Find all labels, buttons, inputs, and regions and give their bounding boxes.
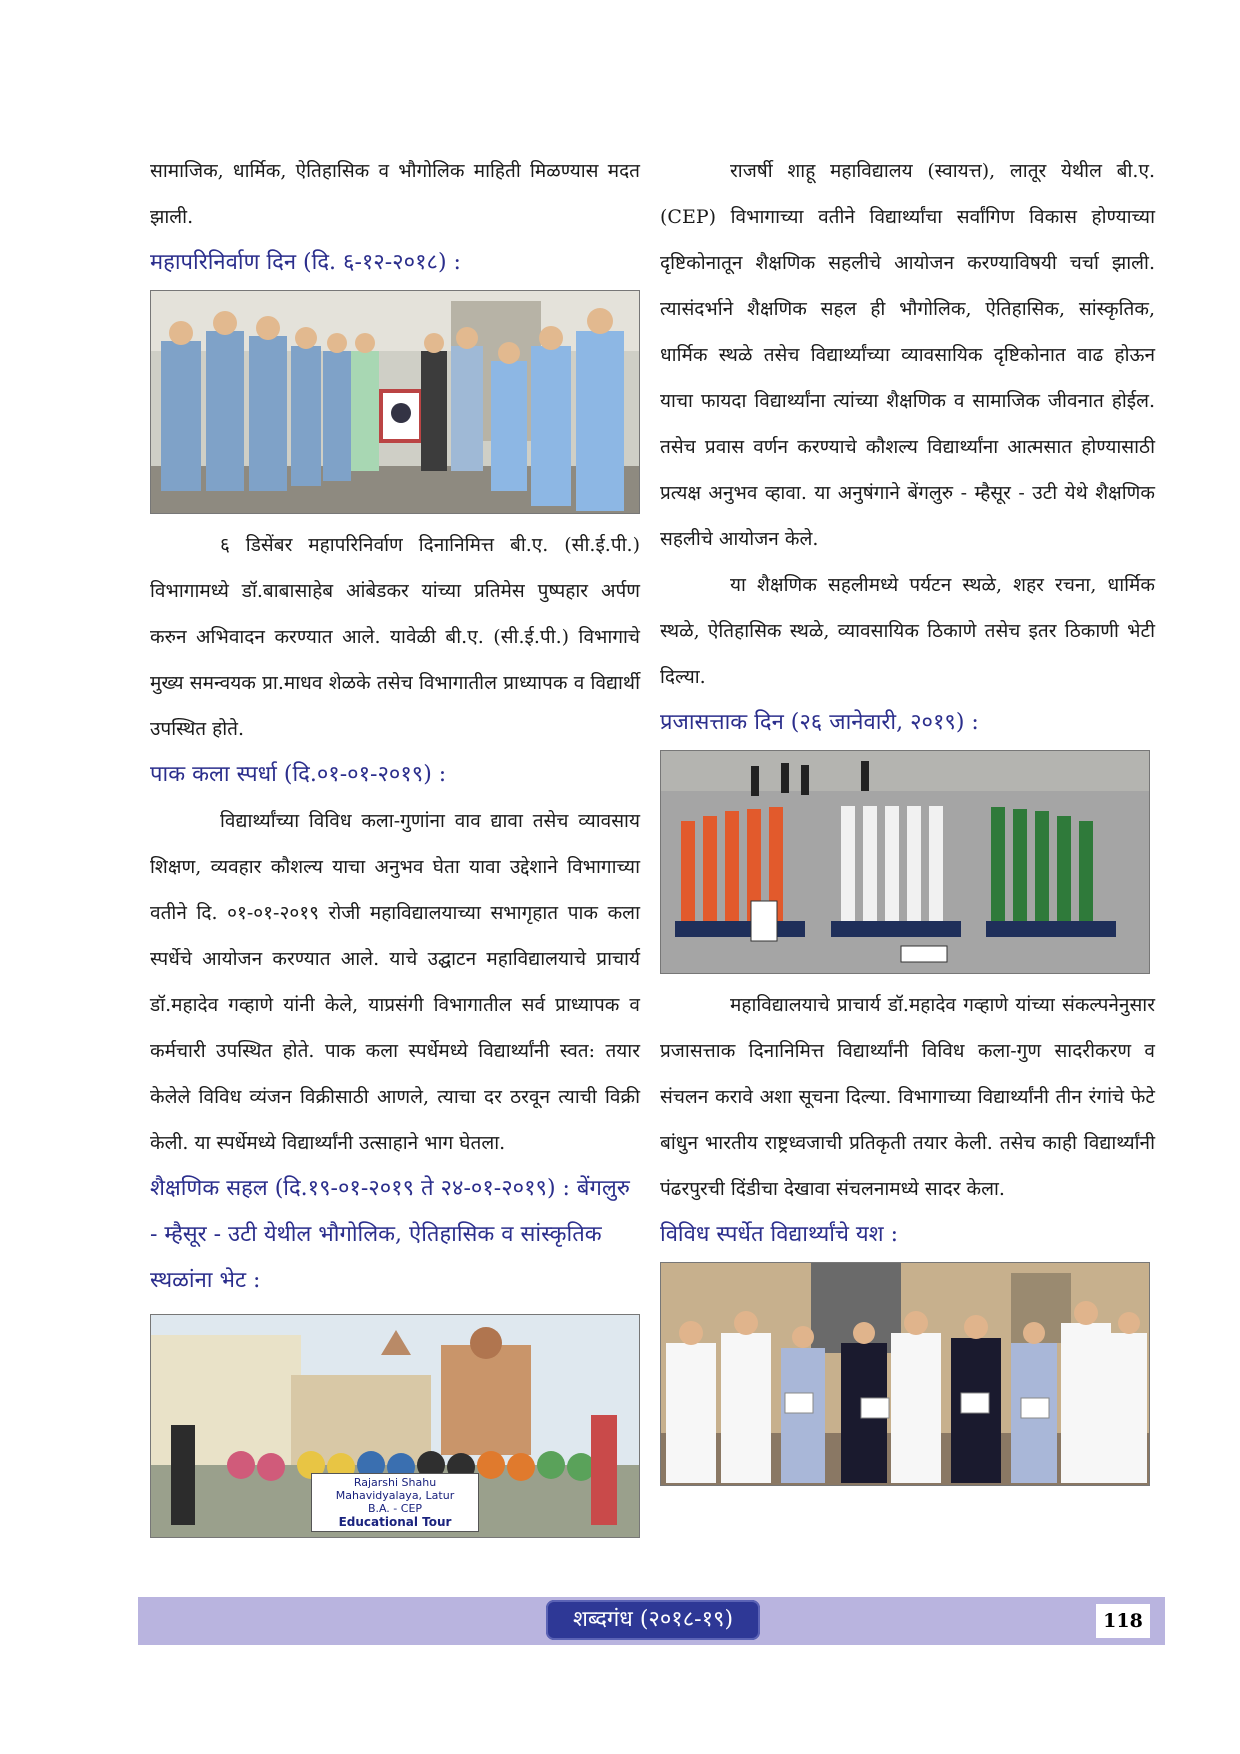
heading-republic-day: प्रजासत्ताक दिन (२६ जानेवारी, २०१९) : bbox=[660, 710, 979, 735]
right-paragraph-1: राजर्षी शाहू महाविद्यालय (स्वायत्त), लातूर येथील बी.ए. (CEP) विभागाच्या वतीने विद्यार्थ्यांचा सर्वांगिण विकास होण्याच्या दृष्टिकोनातून शैक्षणिक सहलीचे आयोजन करण्याविषयी चर्चा झाली. त्यासंदर्भाने शैक्षणिक सहल ही भौगोलिक, ऐतिहासिक, सांस्कृतिक, धार्मिक स्थळे तसेच विद्यार्थ्यांच्या व्यावसायिक दृष्टिकोनात वाढ होऊन याचा फायदा विद्यार्थ्यांना त्यांच्या शैक्षणिक व सामाजिक जीवनात होईल. तसेच प्रवास वर्णन करण्याचे कौशल्य विद्यार्थ्यांना आत्मसात होण्यासाठी प्रत्यक्ष अनुभव व्हावा. या अनुषंगाने बेंगलुरु - म्हैसूर - उटी येथे शैक्षणिक सहलीचे आयोजन केले. bbox=[660, 160, 1155, 550]
heading-competition-success: विविध स्पर्धेत विद्यार्थ्यांचे यश : bbox=[660, 1222, 899, 1247]
right-paragraph-3: महाविद्यालयाचे प्राचार्य डॉ.महादेव गव्हाणे यांच्या संकल्पनेनुसार प्रजासत्ताक दिनानिमित्त विद्यार्थ्यांनी विविध कला-गुण सादरीकरण व संचलन करावे अशा सूचना दिल्या. विभागाच्या विद्यार्थ्यांनी तीन रंगांचे फेटे बांधुन भारतीय राष्ट्रध्वजाची प्रतिकृती तयार केली. तसेच काही विद्यार्थ्यांनी पंढरपुरची दिंडीचा देखावा संचलनामध्ये सादर केला. bbox=[660, 994, 1155, 1200]
heading-pak-kala: पाक कला स्पर्धा (दि.०१-०१-२०१९) : bbox=[150, 762, 447, 787]
photo-competition-illustration bbox=[661, 1263, 1149, 1485]
photo-mahaparinirvan-illustration bbox=[151, 291, 639, 513]
left-paragraph-3: विद्यार्थ्यांच्या विविध कला-गुणांना वाव द्यावा तसेच व्यावसाय शिक्षण, व्यवहार कौशल्य याचा अनुभव घेता यावा उद्देशाने विभागाच्या वतीने दि. ०१-०१-२०१९ रोजी महाविद्यालयाच्या सभागृहात पाक कला स्पर्धेचे आयोजन करण्यात आले. याचे उद्घाटन महाविद्यालयाचे प्राचार्य डॉ.महादेव गव्हाणे यांनी केले, याप्रसंगी विभागातील सर्व प्राध्यापक व कर्मचारी उपस्थित होते. पाक कला स्पर्धेमध्ये विद्यार्थ्यांनी स्वत: तयार केलेले विविध व्यंजन विक्रीसाठी आणले, त्याचा दर ठरवून त्याची विक्री केली. या स्पर्धेमध्ये विद्यार्थ्यांनी उत्साहाने भाग घेतला. bbox=[150, 810, 640, 1154]
heading-mahaparinirvan: महापरिनिर्वाण दिन (दि. ६-१२-२०१८) : bbox=[150, 250, 461, 275]
right-column bbox=[660, 148, 1155, 1494]
photo-republic-day bbox=[660, 750, 1150, 974]
right-paragraph-2: या शैक्षणिक सहलीमध्ये पर्यटन स्थळे, शहर रचना, धार्मिक स्थळे, ऐतिहासिक स्थळे, व्यावसायिक ठिकाणे तसेच इतर ठिकाणी भेटी दिल्या. bbox=[660, 574, 1155, 688]
tour-banner bbox=[311, 1473, 479, 1532]
tour-banner-title: Educational Tour bbox=[338, 1515, 452, 1529]
photo-republic-day-illustration bbox=[661, 751, 1149, 973]
photo-educational-tour bbox=[150, 1314, 640, 1538]
left-paragraph-2: ६ डिसेंबर महापरिनिर्वाण दिनानिमित्त बी.ए. (सी.ई.पी.) विभागामध्ये डॉ.बाबासाहेब आंबेडकर यांच्या प्रतिमेस पुष्पहार अर्पण करुन अभिवादन करण्यात आले. यावेळी बी.ए. (सी.ई.पी.) विभागाचे मुख्य समन्वयक प्रा.माधव शेळके तसेच विभागातील प्राध्यापक व विद्यार्थी उपस्थित होते. bbox=[150, 534, 640, 740]
heading-educational-tour: शैक्षणिक सहल (दि.१९-०१-२०१९ ते २४-०१-२०१९) : बेंगलुरु - म्हैसूर - उटी येथील भौगोलिक, ऐतिहासिक व सांस्कृतिक स्थळांना भेट : bbox=[150, 1176, 630, 1293]
footer-title: शब्दगंध (२०१८-१९) bbox=[546, 1600, 760, 1640]
tour-banner-dept: B.A. - CEP bbox=[367, 1502, 423, 1515]
photo-competition-success bbox=[660, 1262, 1150, 1486]
page-number: 118 bbox=[1096, 1604, 1150, 1638]
left-column bbox=[150, 148, 640, 1546]
left-paragraph-1: सामाजिक, धार्मिक, ऐतिहासिक व भौगोलिक माहिती मिळण्यास मदत झाली. bbox=[150, 160, 640, 228]
tour-banner-college: Rajarshi Shahu Mahavidyalaya, Latur bbox=[335, 1476, 455, 1502]
photo-mahaparinirvan bbox=[150, 290, 640, 514]
